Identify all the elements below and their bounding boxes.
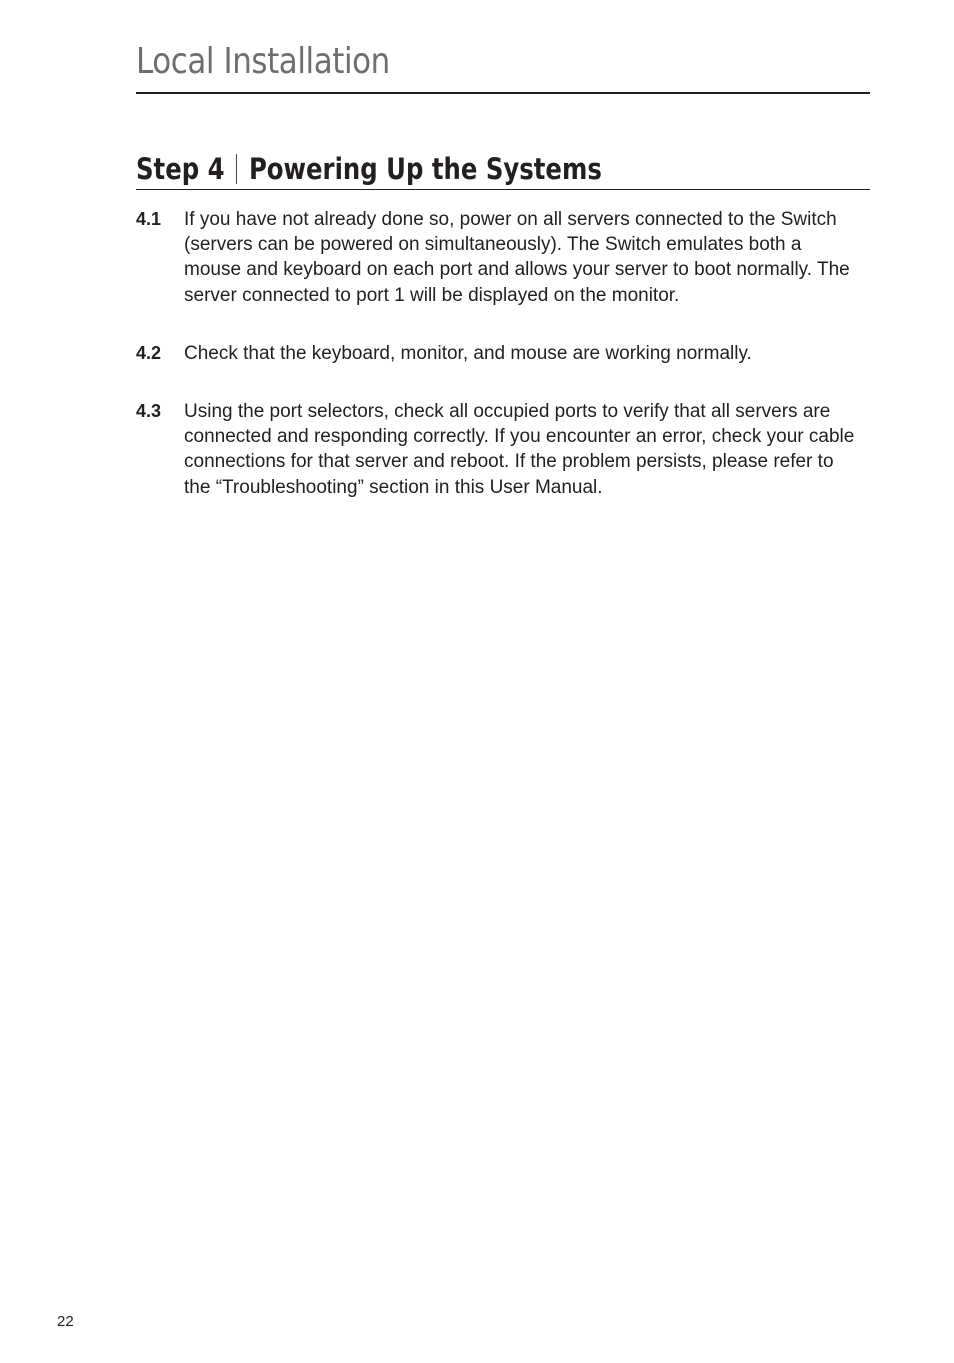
heading-separator [236,154,237,184]
step-number: 4.3 [136,401,162,422]
chapter-title: Local Installation [136,41,390,82]
step-number: 4.1 [136,209,162,229]
step-item [136,341,856,366]
step-title: Powering Up the Systems [248,152,602,186]
step-divider [136,189,870,190]
step-text: If you have not already done so, power on all servers connected to the Switch (servers can be powered on simultaneously). The Switch emulates both a mouse and keyboard on each port and allows your server to boot normally. The server connected to port 1 will be displayed on the monitor. [184,209,850,306]
step-list [136,207,856,500]
chapter-divider [136,92,870,94]
step-item [136,207,856,308]
step-number: 4.2 [136,342,162,363]
step-heading [136,150,602,188]
step-text: Using the port selectors, check all occupied ports to verify that all servers are connected and responding correctly. If you encounter an error, check your cable connections for that server and reboot. If the problem persists, please refer to the “Troubleshooting” section in this User Manual. [184,401,855,498]
step-item [136,399,856,500]
step-text: Check that the keyboard, monitor, and mouse are working normally. [184,342,752,364]
step-label: Step 4 [136,152,225,186]
page-number: 22 [57,1313,74,1330]
